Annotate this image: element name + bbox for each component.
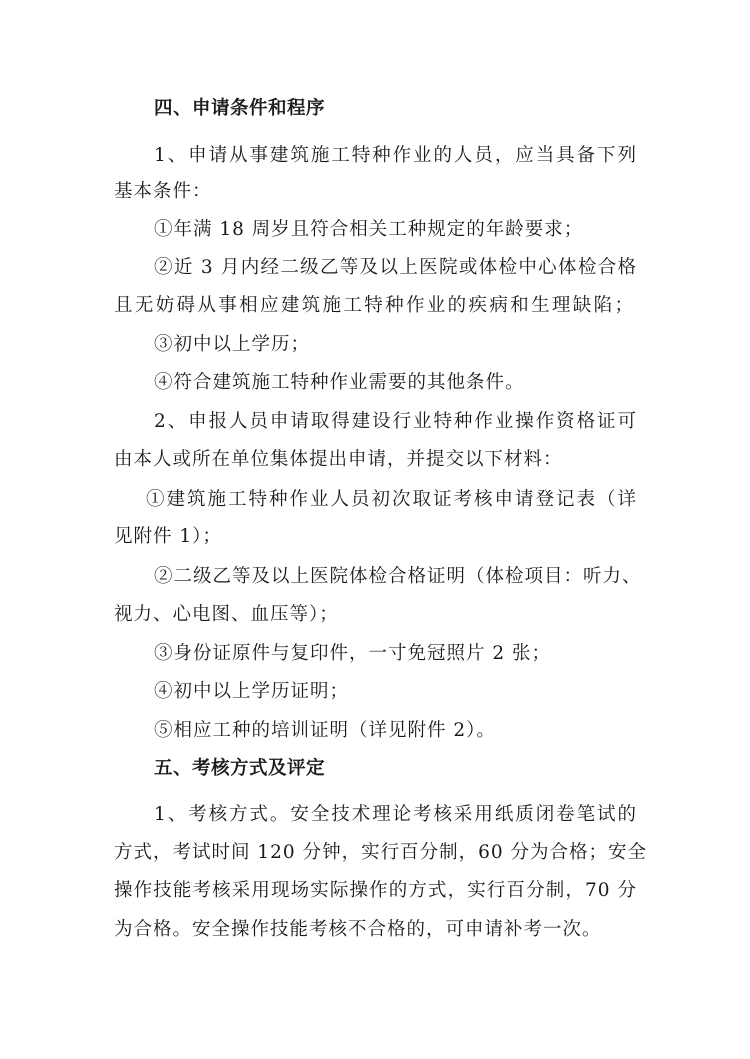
paragraph-line: 1、考核方式。安全技术理论考核采用纸质闭卷笔试的 (154, 804, 637, 825)
list-item: ⑤相应工种的培训证明（详见附件 2）。 (154, 720, 496, 741)
paragraph-line: 视力、心电图、血压等）； (114, 604, 339, 625)
paragraph-line: 为合格。安全操作技能考核不合格的，可申请补考一次。 (114, 919, 602, 940)
list-item: ①年满 18 周岁且符合相关工种规定的年龄要求； (154, 219, 584, 240)
paragraph-line: 且无妨碍从事相应建筑施工特种作业的疾病和生理缺陷； (114, 295, 634, 316)
list-item: ②近 3 月内经二级乙等及以上医院或体检中心体检合格 (154, 257, 637, 278)
list-item: ④符合建筑施工特种作业需要的其他条件。 (154, 372, 525, 393)
list-item: ③身份证原件与复印件，一寸免冠照片 2 张； (154, 643, 552, 664)
section-heading-4: 四、申请条件和程序 (154, 98, 326, 119)
list-item: ②二级乙等及以上医院体检合格证明（体检项目：听力、 (154, 566, 642, 587)
list-item: ③初中以上学历； (154, 334, 311, 355)
paragraph-line: 2、申报人员申请取得建设行业特种作业操作资格证可 (154, 411, 637, 432)
paragraph-line: 由本人或所在单位集体提出申请，并提交以下材料： (114, 449, 563, 470)
paragraph-line: 见附件 1）； (114, 526, 222, 547)
section-heading-5: 五、考核方式及评定 (154, 758, 326, 779)
list-item: ①建筑施工特种作业人员初次取证考核申请登记表（详 (146, 489, 637, 510)
paragraph-line: 操作技能考核采用现场实际操作的方式，实行百分制，70 分 (114, 880, 637, 901)
list-item: ④初中以上学历证明； (154, 681, 350, 702)
paragraph-line: 基本条件： (114, 181, 212, 202)
paragraph-line: 1、申请从事建筑施工特种作业的人员，应当具备下列 (154, 145, 637, 166)
paragraph-line: 方式，考试时间 120 分钟，实行百分制，60 分为合格；安全 (114, 842, 647, 863)
